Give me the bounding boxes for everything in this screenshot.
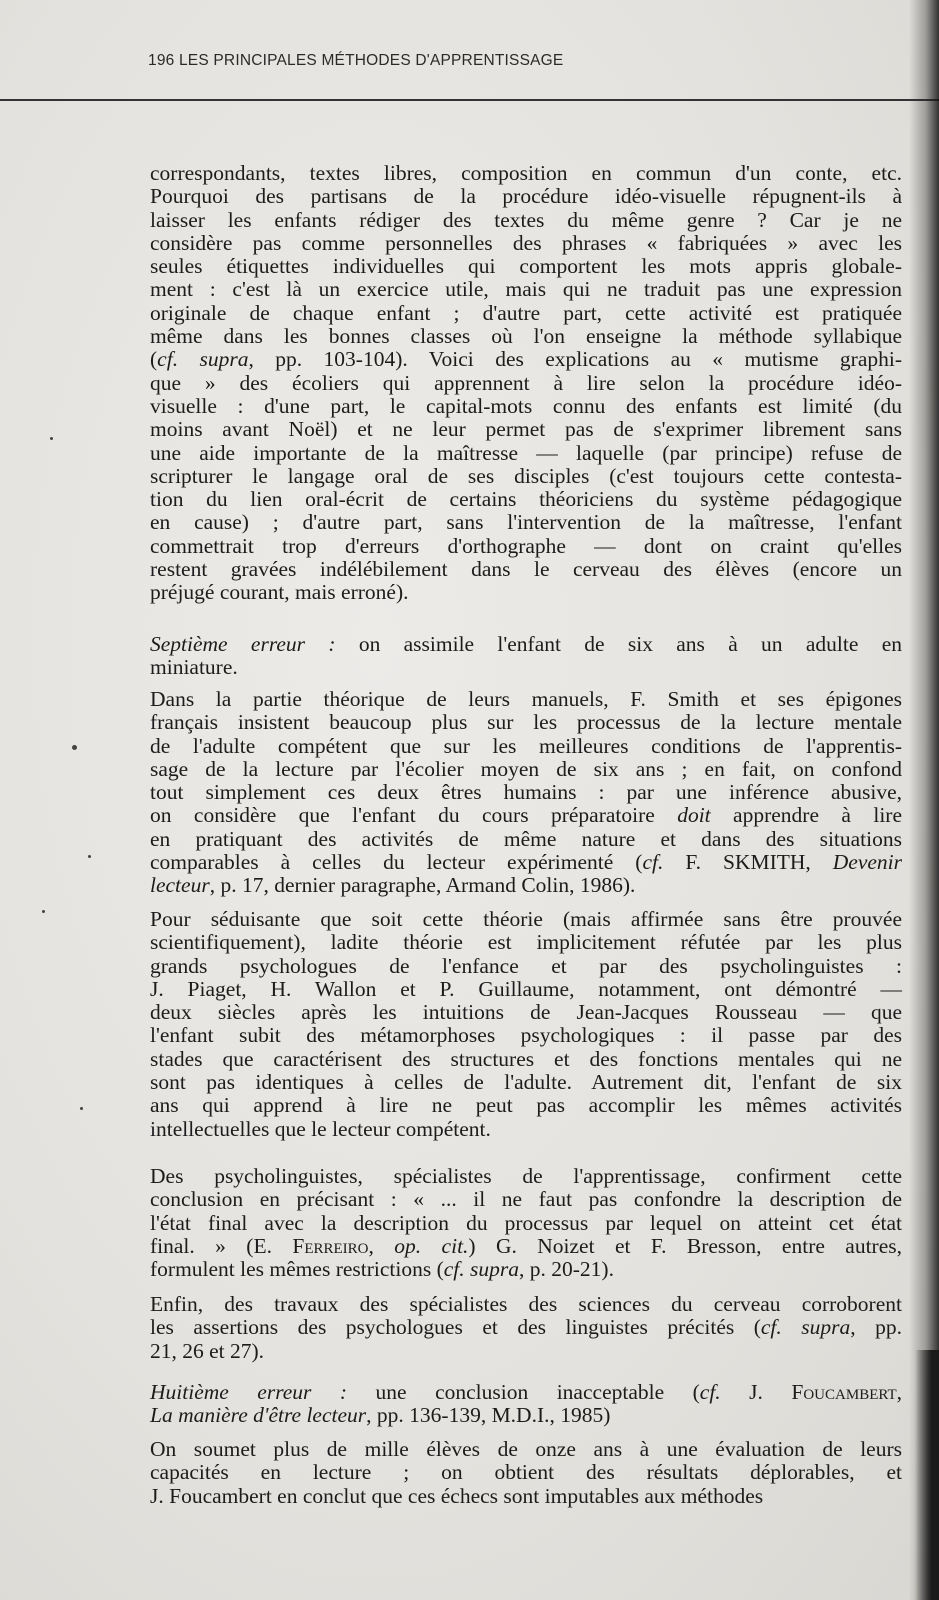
header-rule bbox=[0, 99, 939, 101]
text-segment: restent gravées indélébilement dans le cerveau des élèves (encore un bbox=[150, 557, 902, 582]
text-segment: J. Foucambert en conclut que ces échecs sont imputables aux méthodes bbox=[150, 1483, 764, 1508]
italic-text: cf. supra bbox=[760, 1315, 851, 1340]
text-segment: de l'adulte compétent que sur les meilleures conditions de l'apprentis- bbox=[150, 733, 902, 758]
italic-text: cf. bbox=[699, 1380, 721, 1404]
text-segment: conclusion en précisant : « ... il ne faut pas confondre la description de bbox=[150, 1187, 902, 1212]
text-segment: J. bbox=[720, 1380, 792, 1404]
text-segment: préjugé courant, mais erroné). bbox=[150, 580, 409, 605]
italic-text: cf. supra bbox=[157, 347, 249, 372]
scan-speck bbox=[50, 437, 53, 440]
paragraph bbox=[150, 1293, 902, 1363]
italic-text: lecteur bbox=[150, 873, 210, 898]
text-line bbox=[150, 348, 902, 371]
text-line bbox=[150, 418, 902, 441]
scan-speck bbox=[88, 855, 91, 858]
text-segment: Des psycholinguistes, spécialistes de l'apprentissage, confirment cette bbox=[150, 1164, 902, 1188]
small-caps-text: Foucambert bbox=[791, 1380, 897, 1404]
text-line bbox=[150, 1118, 902, 1141]
text-segment: on considère que l'enfant du cours préparatoire bbox=[150, 803, 678, 828]
text-line bbox=[150, 874, 902, 897]
text-segment: miniature. bbox=[150, 655, 238, 680]
paragraph bbox=[150, 1381, 902, 1428]
text-segment: même dans les bonnes classes où l'on enseigne la méthode syllabique bbox=[150, 324, 902, 349]
text-line bbox=[150, 1094, 902, 1117]
text-line bbox=[150, 908, 902, 931]
text-segment: l'enfant subit des métamorphoses psychologiques : il passe par des bbox=[150, 1023, 902, 1048]
text-line bbox=[150, 781, 902, 804]
text-segment: , p. 17, dernier paragraphe, Armand Colin, 1986). bbox=[209, 873, 636, 898]
text-line bbox=[150, 931, 902, 954]
text-line bbox=[150, 558, 902, 581]
text-line bbox=[150, 395, 902, 418]
text-segment: laisser les enfants rédiger des textes du même genre ? Car je ne bbox=[150, 207, 902, 232]
text-segment: ( bbox=[150, 347, 158, 372]
text-segment: comparables à celles du lecteur expérimenté ( bbox=[150, 850, 643, 875]
text-segment: sage de la lecture par l'écolier moyen de six ans ; en fait, on confond bbox=[150, 756, 902, 781]
text-segment: Pourquoi des partisans de la procédure idéo-visuelle répugnent-ils à bbox=[150, 184, 902, 209]
text-line bbox=[150, 828, 902, 851]
text-line bbox=[150, 1001, 902, 1024]
text-line bbox=[150, 1316, 902, 1339]
italic-text: Septième erreur : bbox=[150, 632, 336, 656]
text-line bbox=[150, 1381, 902, 1404]
text-segment: en pratiquant des activités de même nature et dans des situations bbox=[150, 826, 902, 851]
text-line bbox=[150, 978, 902, 1001]
text-segment: on assimile l'enfant de six ans à un adulte en bbox=[335, 632, 902, 656]
text-segment: moins avant Noël) et ne leur permet pas de s'exprimer librement sans bbox=[150, 417, 902, 442]
text-line bbox=[150, 465, 902, 488]
italic-text: doit bbox=[677, 803, 711, 828]
text-line bbox=[150, 633, 902, 656]
running-header bbox=[148, 52, 563, 70]
text-segment: scripturer le langage oral de ses disciples (c'est toujours cette contesta- bbox=[150, 463, 902, 488]
text-line bbox=[150, 1461, 902, 1484]
text-segment: stades que caractérisent des structures et des fonctions mentales qui ne bbox=[150, 1046, 902, 1071]
text-line bbox=[150, 581, 902, 604]
text-segment: final. » (E. bbox=[150, 1233, 293, 1258]
text-segment: une conclusion inacceptable ( bbox=[347, 1380, 700, 1404]
italic-text: cf. supra bbox=[443, 1257, 520, 1282]
text-segment: apprendre à lire bbox=[710, 803, 902, 828]
text-segment: deux siècles après les intuitions de Jean-Jacques Rousseau — que bbox=[150, 1000, 902, 1025]
text-segment: formulent les mêmes restrictions ( bbox=[150, 1257, 444, 1282]
text-segment: originale de chaque enfant ; d'autre part, cette activité est pratiquée bbox=[150, 300, 902, 325]
text-segment: correspondants, textes libres, composition en commun d'un conte, etc. bbox=[150, 161, 902, 185]
small-caps-text: Ferreiro bbox=[292, 1233, 369, 1258]
text-line bbox=[150, 232, 902, 255]
text-segment: une aide importante de la maîtresse — laquelle (par principe) refuse de bbox=[150, 440, 902, 465]
text-segment: commettrait trop d'erreurs d'orthographe — dont on craint qu'elles bbox=[150, 533, 902, 558]
text-line bbox=[150, 511, 902, 534]
text-segment: considère pas comme personnelles des phrases « fabriquées » avec les bbox=[150, 230, 902, 255]
text-segment: J. Piaget, H. Wallon et P. Guillaume, notamment, ont démontré — bbox=[150, 976, 902, 1001]
text-segment: , bbox=[368, 1233, 395, 1258]
text-segment: les assertions des psychologues et des linguistes précités ( bbox=[150, 1315, 761, 1340]
text-line bbox=[150, 851, 902, 874]
text-line bbox=[150, 804, 902, 827]
paragraph bbox=[150, 908, 902, 1141]
text-line bbox=[150, 1048, 902, 1071]
text-line bbox=[150, 325, 902, 348]
italic-text: La manière d'être lecteur bbox=[150, 1403, 367, 1428]
text-segment: que » des écoliers qui apprennent à lire selon la procédure idéo- bbox=[150, 370, 902, 395]
text-line bbox=[150, 656, 902, 679]
text-segment: , pp. bbox=[850, 1315, 903, 1340]
text-segment: l'état final avec la description du processus par lequel on atteint cet état bbox=[150, 1210, 902, 1235]
text-segment: sont pas identiques à celles de l'adulte. Autrement dit, l'enfant de six bbox=[150, 1070, 902, 1095]
text-line bbox=[150, 442, 902, 465]
paragraph bbox=[150, 688, 902, 898]
text-segment: , p. 20-21). bbox=[519, 1257, 614, 1282]
text-segment: ans qui apprend à lire ne peut pas accomplir les mêmes activités bbox=[150, 1093, 902, 1118]
text-line bbox=[150, 162, 902, 185]
text-line bbox=[150, 735, 902, 758]
italic-text: op. cit. bbox=[394, 1233, 469, 1258]
text-segment: Dans la partie théorique de leurs manuels, F. Smith et ses épigones bbox=[150, 687, 902, 711]
text-segment: ) G. Noizet et F. Bresson, entre autres, bbox=[468, 1233, 903, 1258]
italic-text: cf. bbox=[642, 850, 664, 875]
text-segment: , pp. 136-139, M.D.I., 1985) bbox=[366, 1403, 611, 1428]
text-line bbox=[150, 1485, 902, 1508]
text-line bbox=[150, 1438, 902, 1461]
text-line bbox=[150, 711, 902, 734]
scan-speck bbox=[72, 745, 77, 750]
text-segment: intellectuelles que le lecteur compétent. bbox=[150, 1116, 491, 1141]
text-segment: Pour séduisante que soit cette théorie (mais affirmée sans être prouvée bbox=[150, 907, 902, 931]
text-line bbox=[150, 1235, 902, 1258]
text-line bbox=[150, 255, 902, 278]
text-line bbox=[150, 1212, 902, 1235]
paragraph bbox=[150, 1165, 902, 1281]
text-segment: en cause) ; d'autre part, sans l'intervention de la maîtresse, l'enfant bbox=[150, 510, 902, 535]
text-segment: F. SKMITH, bbox=[663, 850, 833, 875]
text-segment: grands psychologues de l'enfance et par des psycholinguistes : bbox=[150, 953, 902, 978]
text-line bbox=[150, 488, 902, 511]
text-line bbox=[150, 1340, 902, 1363]
text-line bbox=[150, 1071, 902, 1094]
scan-speck bbox=[80, 1107, 83, 1110]
text-segment: seules étiquettes individuelles qui comportent les mots appris globale- bbox=[150, 254, 902, 279]
italic-text: Devenir bbox=[832, 850, 902, 875]
text-line bbox=[150, 955, 902, 978]
text-segment: français insistent beaucoup plus sur les processus de la lecture mentale bbox=[150, 710, 902, 735]
paragraph bbox=[150, 162, 902, 605]
text-line bbox=[150, 535, 902, 558]
text-segment: visuelle : d'une part, le capital-mots connu des enfants est limité (du bbox=[150, 393, 902, 418]
text-line bbox=[150, 1293, 902, 1316]
text-segment: scientifiquement), ladite théorie est implicitement réfutée par les plus bbox=[150, 930, 902, 955]
text-line bbox=[150, 1165, 902, 1188]
text-segment: 21, 26 et 27). bbox=[150, 1338, 265, 1363]
text-line bbox=[150, 1024, 902, 1047]
text-segment: , bbox=[896, 1380, 902, 1404]
running-title: LES PRINCIPALES MÉTHODES D'APPRENTISSAGE bbox=[178, 52, 564, 69]
text-line bbox=[150, 1188, 902, 1211]
text-line bbox=[150, 209, 902, 232]
text-line bbox=[150, 302, 902, 325]
text-line bbox=[150, 758, 902, 781]
text-segment: On soumet plus de mille élèves de onze ans à une évaluation de leurs bbox=[150, 1437, 902, 1461]
text-line bbox=[150, 1404, 902, 1427]
paragraph bbox=[150, 1438, 902, 1508]
text-segment: tout simplement ces deux êtres humains : par une inférence abusive, bbox=[150, 780, 902, 805]
paragraph bbox=[150, 633, 902, 680]
text-segment: , pp. 103-104). Voici des explications au « mutisme graphi- bbox=[248, 347, 903, 372]
text-line bbox=[150, 688, 902, 711]
page-edge-shadow bbox=[915, 1350, 939, 1600]
text-segment: tion du lien oral-écrit de certains théoriciens du système pédagogique bbox=[150, 487, 902, 512]
text-segment: Enfin, des travaux des spécialistes des sciences du cerveau corroborent bbox=[150, 1292, 902, 1316]
text-line bbox=[150, 185, 902, 208]
scan-speck bbox=[42, 910, 45, 913]
page-number: 196 bbox=[148, 52, 175, 69]
text-line bbox=[150, 1258, 902, 1281]
text-line bbox=[150, 372, 902, 395]
italic-text: Huitième erreur : bbox=[150, 1380, 348, 1404]
text-segment: ment : c'est là un exercice utile, mais qui ne traduit pas une expression bbox=[150, 277, 902, 302]
text-segment: capacités en lecture ; on obtient des résultats déplorables, et bbox=[150, 1460, 902, 1485]
text-line bbox=[150, 278, 902, 301]
